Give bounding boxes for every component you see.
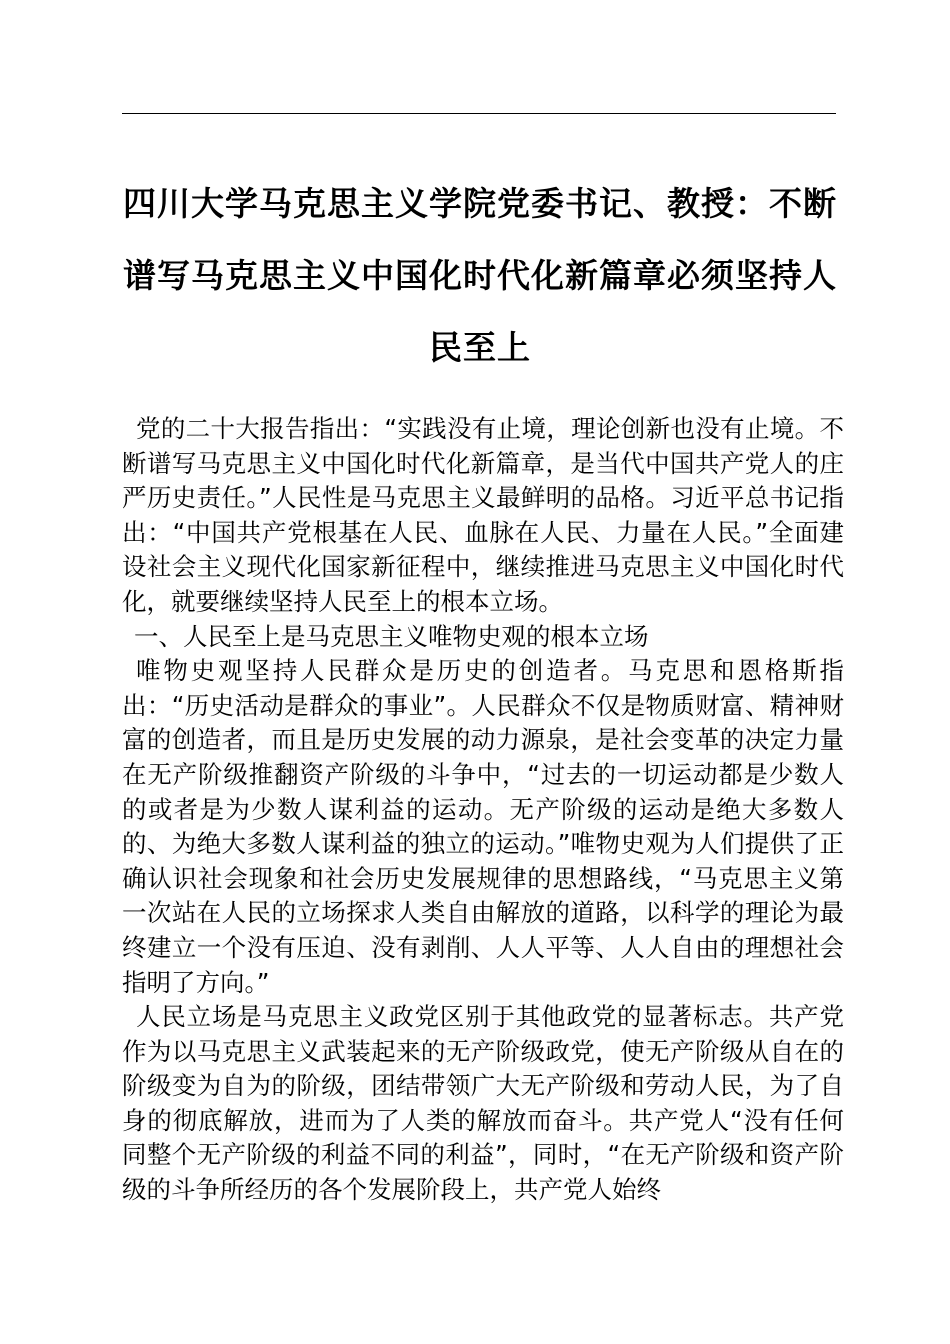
paragraph-intro: 党的二十大报告指出：“实践没有止境，理论创新也没有止境。不断谱写马克思主义中国化时代化新篇章，是当代中国共产党人的庄严历史责任。”人民性是马克思主义最鲜明的品格。习近平总书记指出：“中国共产党根基在人民、血脉在人民、力量在人民。”全面建设社会主义现代化国家新征程中，继续推进马克思主义中国化时代化，就要继续坚持人民至上的根本立场。: [122, 414, 844, 616]
paragraph-materialism: 唯物史观坚持人民群众是历史的创造者。马克思和恩格斯指出：“历史活动是群众的事业”。人民群众不仅是物质财富、精神财富的创造者，而且是历史发展的动力源泉，是社会变革的决定力量在无产阶级推翻资产阶级的斗争中，“过去的一切运动都是少数人的或者是为少数人谋利益的运动。无产阶级的运动是绝大多数人的、为绝大多数人谋利益的独立的运动。”唯物史观为人们提供了正确认识社会现象和社会历史发展规律的思想路线，“马克思主义第一次站在人民的立场探求人类自由解放的道路，以科学的理论为最终建立一个没有压迫、没有剥削、人人平等、人人自由的理想社会指明了方向。”: [122, 656, 844, 997]
document-body: [122, 412, 844, 1208]
document-title: 四川大学马克思主义学院党委书记、教授：不断谱写马克思主义中国化时代化新篇章必须坚持人民至上: [123, 184, 837, 367]
paragraph-people-stance: 人民立场是马克思主义政党区别于其他政党的显著标志。共产党作为以马克思主义武装起来的无产阶级政党，使无产阶级从自在的阶级变为自为的阶级，团结带领广大无产阶级和劳动人民，为了自身的彻底解放，进而为了人类的解放而奋斗。共产党人“没有任何同整个无产阶级的利益不同的利益”，同时，“在无产阶级和资产阶级的斗争所经历的各个发展阶段上，共产党人始终: [122, 1002, 844, 1205]
header-rule: [122, 113, 836, 114]
section-heading-1: 一、人民至上是马克思主义唯物史观的根本立场: [134, 621, 649, 651]
